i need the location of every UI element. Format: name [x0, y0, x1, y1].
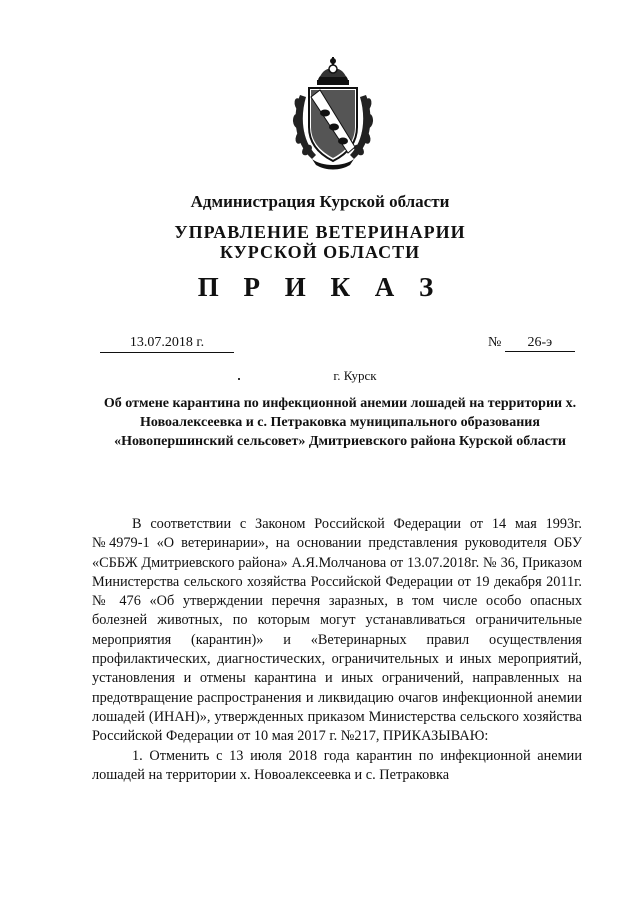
order-number: 26-э	[505, 335, 575, 352]
department-name-line-2: КУРСКОЙ ОБЛАСТИ	[219, 242, 421, 262]
order-number-block	[488, 335, 575, 352]
preamble-paragraph: В соответствии с Законом Российской Федерации от 14 мая 1993г. №4979-1 «О ветеринарии», на основании представления руководителя ОБУ «СББЖ Дмитриевского района» А.Я.Молчанова от 13.07.2018г. № 36, Приказом Министерства сельского хозяйства Российской Федерации от 19 декабря 2011г. № 476 «Об утверждении перечня заразных, в том числе особо опасных болезней животных, по которым могут устанавливаться ограничительные мероприятия (карантин)» и «Ветеринарных правил осуществления профилактических, диагностических, ограничительных и иных мероприятий, установления и отмены карантина и иных ограничений, направленных на предотвращение распространения и ликвидацию очагов инфекционной анемии лошадей (ИНАН)», утвержденных приказом Министерства сельского хозяйства Российской Федерации от 10 мая 2017 г. №217, ПРИКАЗЫВАЮ:	[92, 516, 582, 745]
item-1-paragraph: 1. Отменить с 13 июля 2018 года карантин по инфекционной анемии лошадей на территории х. Новоалексеевка и с. Петраковка	[92, 747, 582, 783]
order-date: 13.07.2018 г.	[100, 335, 234, 353]
administration-name: Администрация Курской области	[190, 192, 450, 211]
department-name-line-1: УПРАВЛЕНИЕ ВЕТЕРИНАРИИ	[174, 222, 466, 242]
order-number-label: №	[488, 335, 502, 350]
order-body	[92, 515, 582, 785]
order-title: Об отмене карантина по инфекционной анемии лошадей на территории х. Новоалексеевка и с. Петраковка муниципального образования «Новопершинский сельсовет» Дмитриевского района Курской области	[103, 396, 577, 449]
city: г. Курск	[333, 368, 377, 383]
document-type-heading: П Р И К А З	[197, 272, 443, 302]
kursk-coat-of-arms-icon	[290, 55, 376, 173]
